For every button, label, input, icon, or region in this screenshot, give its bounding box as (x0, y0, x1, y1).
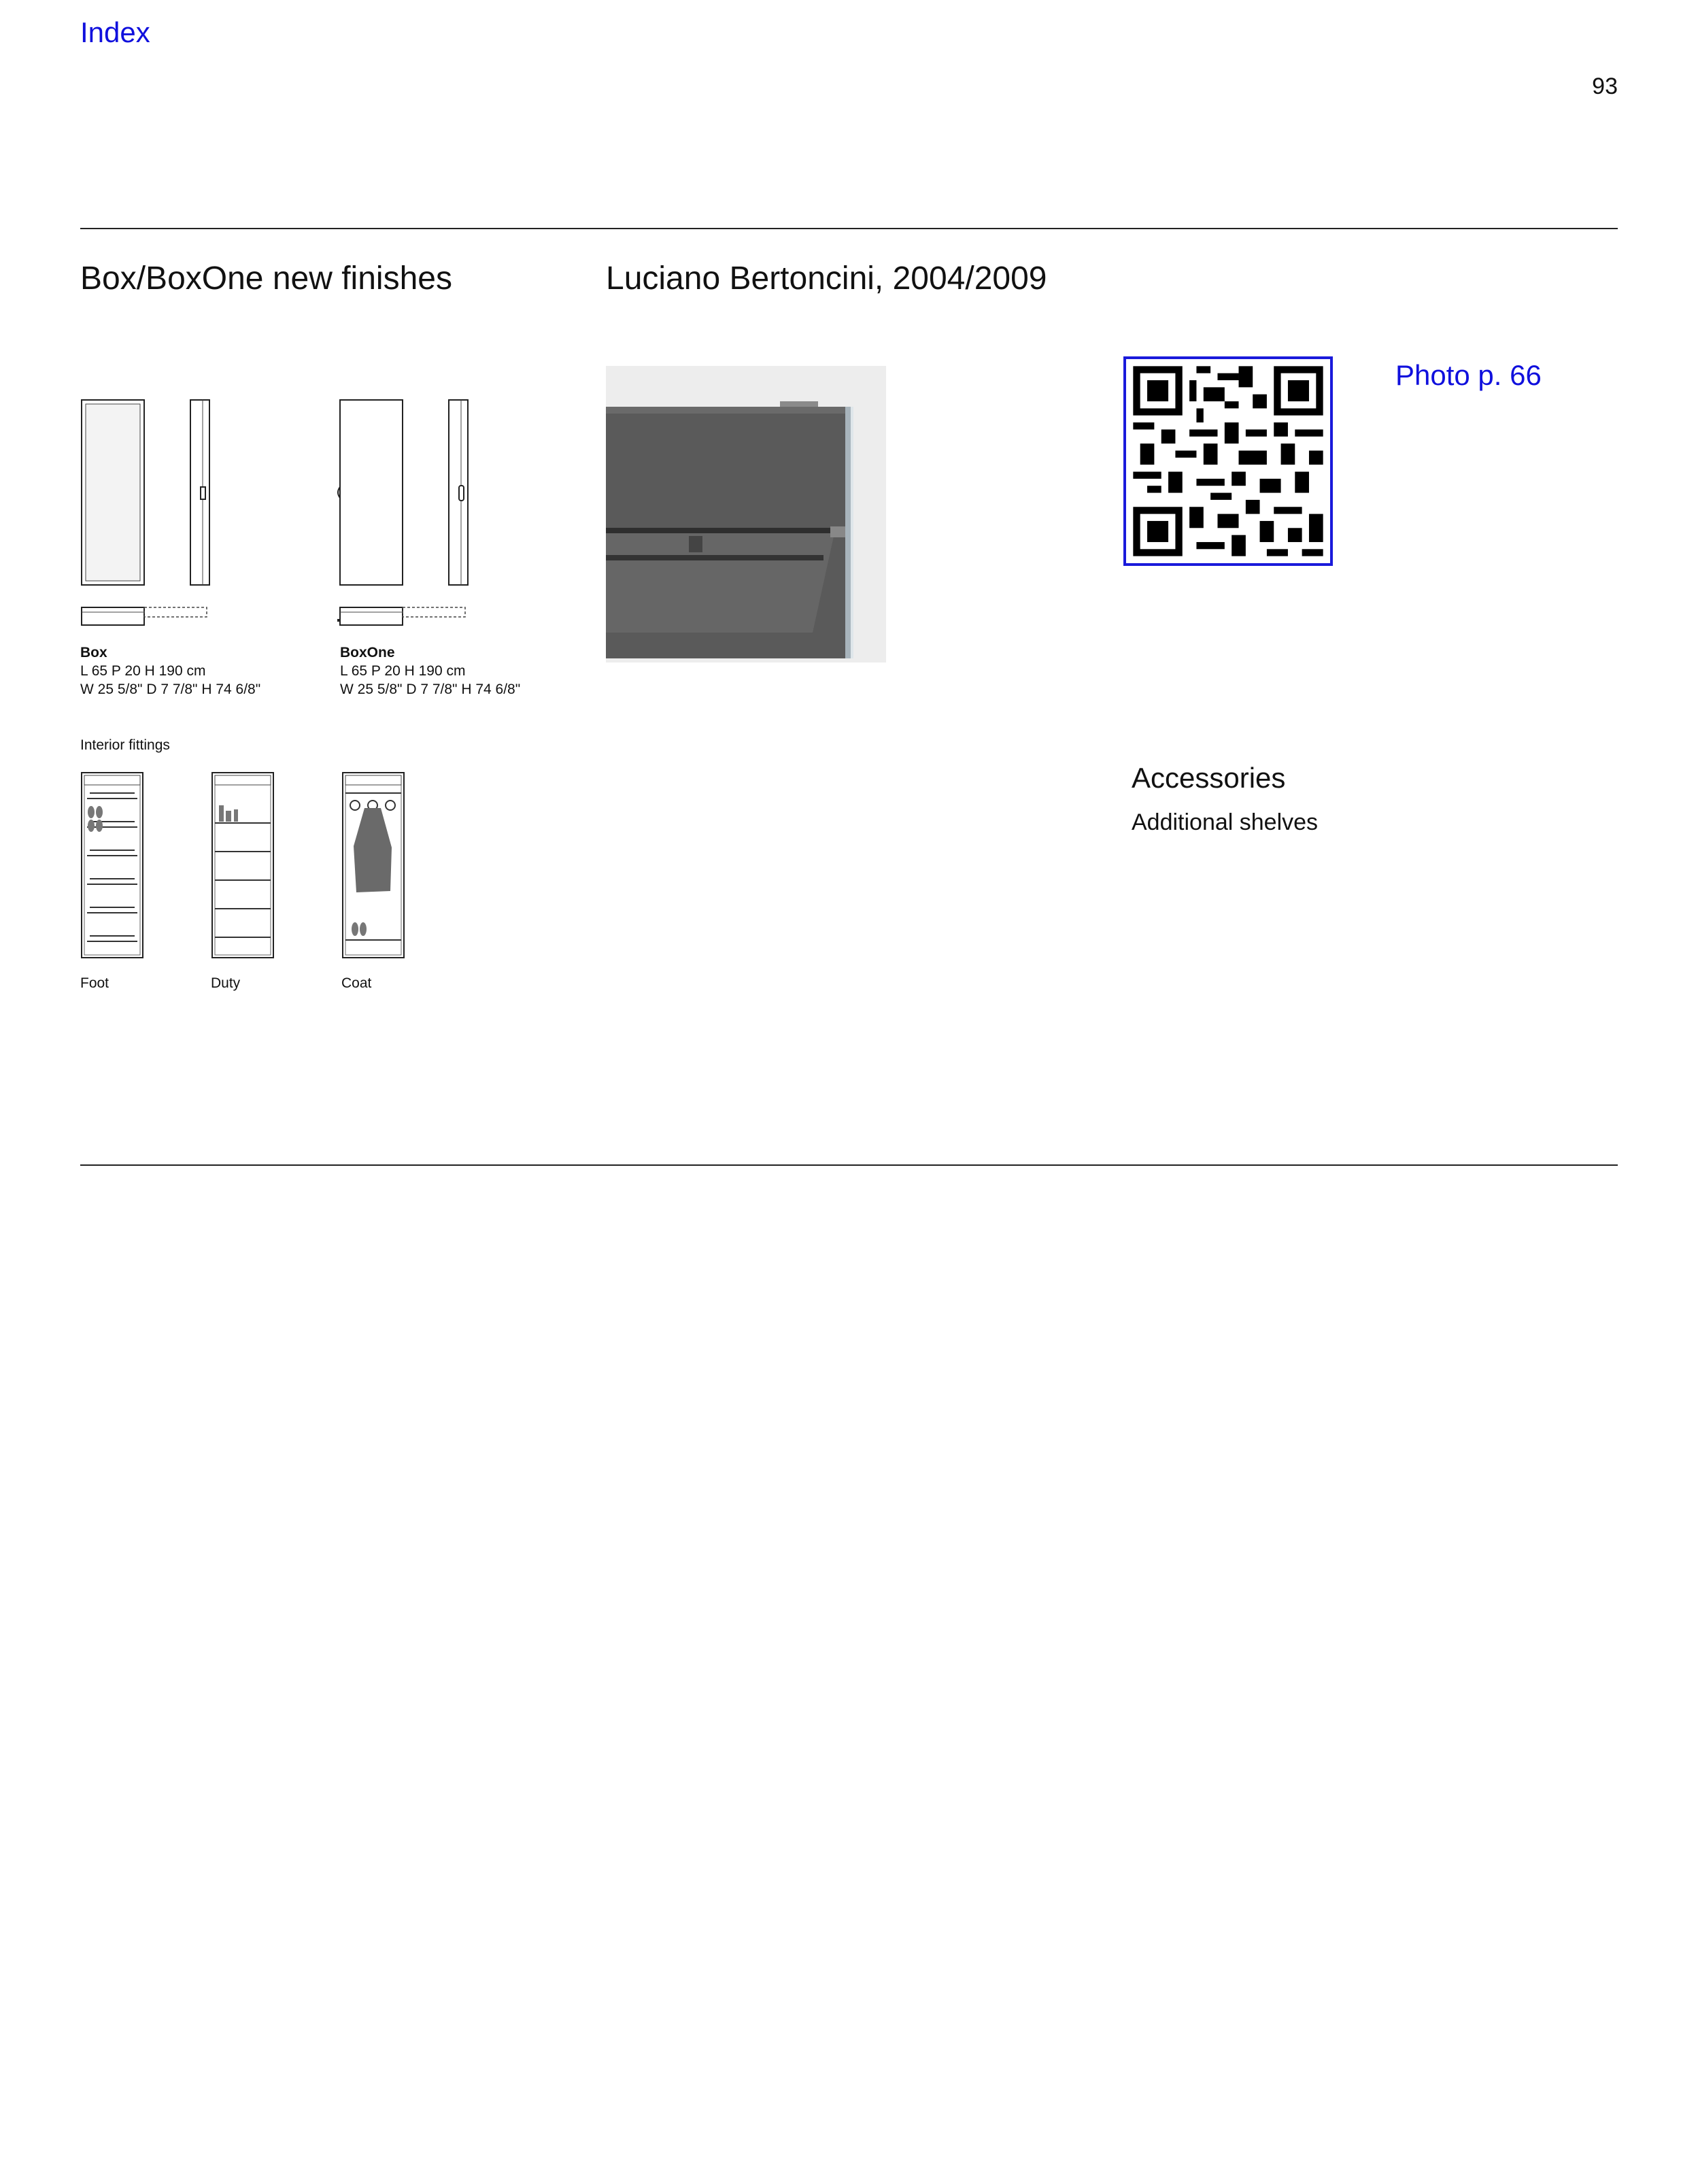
box-metric: L 65 P 20 H 190 cm (80, 663, 206, 679)
boxone-name: BoxOne (340, 645, 395, 660)
boxone-metric: L 65 P 20 H 190 cm (340, 663, 466, 679)
coat-fitting-drawing (341, 771, 407, 962)
designer-credit: Luciano Bertoncini, 2004/2009 (606, 261, 1047, 297)
interior-fittings-heading: Interior fittings (80, 737, 170, 753)
box-elevation-drawing (80, 399, 216, 630)
top-divider (80, 228, 1618, 229)
photo-page-link[interactable]: Photo p. 66 (1395, 359, 1542, 391)
product-title: Box/BoxOne new finishes (80, 261, 452, 297)
boxone-imperial: W 25 5/8" D 7 7/8" H 74 6/8" (340, 682, 521, 697)
box-name: Box (80, 645, 107, 660)
accessory-item: Additional shelves (1132, 809, 1319, 835)
box-spec (80, 643, 325, 699)
fitting-label-foot: Foot (80, 975, 109, 991)
fitting-label-coat: Coat (341, 975, 372, 991)
fitting-label-duty: Duty (211, 975, 241, 991)
foot-fitting-drawing (80, 771, 146, 962)
boxone-spec (340, 643, 585, 699)
page-number: 93 (1592, 73, 1618, 99)
product-photo (606, 366, 886, 662)
accessories-heading: Accessories (1132, 762, 1286, 794)
qr-code[interactable] (1123, 356, 1333, 566)
boxone-elevation-drawing (337, 399, 473, 630)
qr-code-icon (1126, 359, 1330, 563)
index-link[interactable]: Index (80, 16, 150, 48)
duty-fitting-drawing (211, 771, 276, 962)
box-imperial: W 25 5/8" D 7 7/8" H 74 6/8" (80, 682, 261, 697)
bottom-divider (80, 1164, 1618, 1166)
